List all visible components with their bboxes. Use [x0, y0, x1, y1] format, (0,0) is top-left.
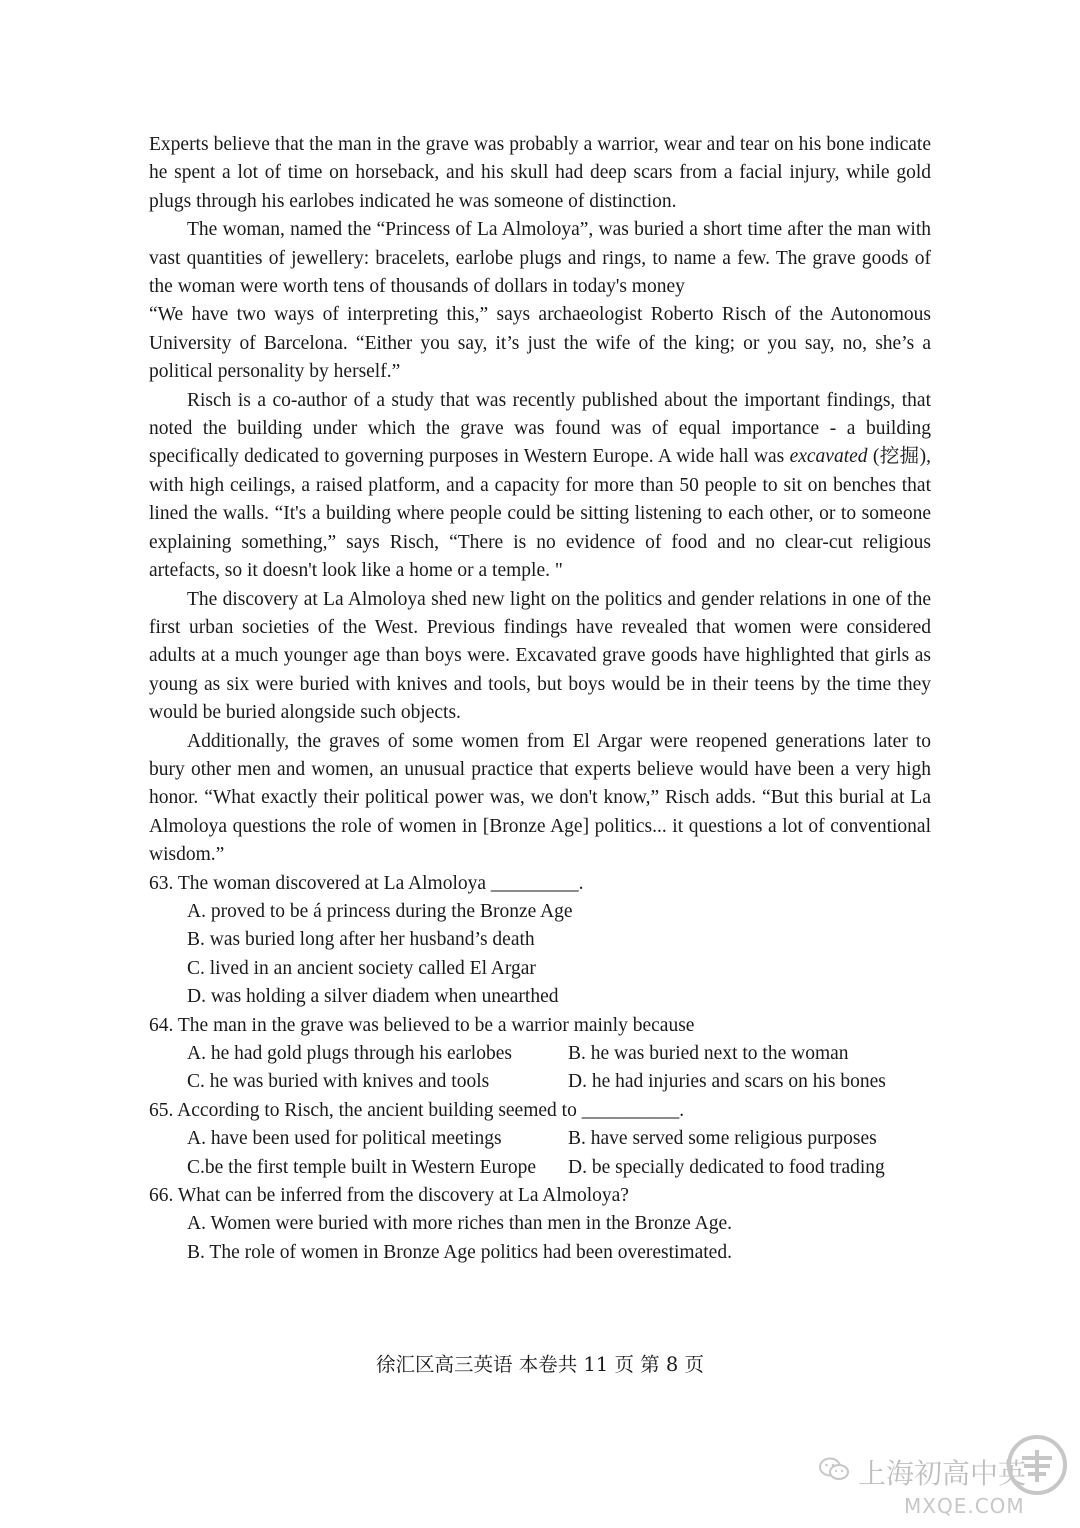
question-63-option-b: B. was buried long after her husband’s death — [187, 929, 535, 951]
excavated-term: excavated — [789, 446, 868, 468]
question-66-option-a: A. Women were buried with more riches than men in the Bronze Age. — [187, 1213, 733, 1235]
watermark-site: MXQE.COM — [904, 1494, 1025, 1518]
passage-paragraph-6: Additionally, the graves of some women from El Argar were reopened generations later to bury other men and women, an unusual practice that experts believe would have been a very high honor. “What exactly their political power was, we don't know,” Risch adds. “But this burial at La Almoloya questions the role of women in [Bronze Age] politics... it questions a lot of conventional wisdom.” — [149, 730, 931, 866]
question-65-options-row-2 — [149, 1154, 931, 1182]
watermark-text: 上海初高中英 — [858, 1457, 1027, 1490]
watermark-logo-icon — [1004, 1432, 1070, 1498]
question-65-option-d: D. be specially dedicated to food trading — [568, 1156, 885, 1178]
question-63-option-d: D. was holding a silver diadem when unearthed — [187, 986, 559, 1008]
question-65-stem: 65. According to Risch, the ancient building seemed to __________. — [149, 1099, 685, 1121]
excavated-gloss: (挖掘) — [867, 446, 927, 468]
wechat-icon — [818, 1456, 850, 1482]
page-footer: 徐汇区高三英语 本卷共 11 页 第 8 页 — [376, 1353, 704, 1376]
question-65-option-b: B. have served some religious purposes — [568, 1128, 877, 1150]
question-65-options-row-1 — [149, 1125, 931, 1153]
question-65-option-a: A. have been used for political meetings — [187, 1128, 502, 1150]
question-63-stem: 63. The woman discovered at La Almoloya _________. — [149, 872, 584, 894]
question-64-option-c: C. he was buried with knives and tools — [187, 1071, 490, 1093]
question-63-option-c: C. lived in an ancient society called El Argar — [187, 957, 536, 979]
question-66-option-b: B. The role of women in Bronze Age politics had been overestimated. — [187, 1241, 732, 1263]
paragraph-4-part-2: , with high ceilings, a raised platform, and a capacity for more than 50 people to sit on benches that lined the walls. “It's a building where people could be sitting listening to each other, or to someone explaining something,” says Risch, “There is no evidence of food and no clear-cut religious artefacts, so it doesn't look like a home or a temple. " — [149, 446, 931, 582]
exam-page-content — [149, 131, 931, 1267]
paragraph-4-part-1: Risch is a co-author of a study that was recently published about the important findings, that noted the building under which the grave was found was of equal importance - a building specifically dedicated to governing purposes in Western Europe. A wide hall was — [149, 389, 931, 468]
watermark — [818, 1432, 1073, 1522]
passage-paragraph-2: The woman, named the “Princess of La Almoloya”, was buried a short time after the man with vast quantities of jewellery: bracelets, earlobe plugs and rings, to name a few. The grave goods of the woman were worth tens of thousands of dollars in today's money — [149, 219, 931, 298]
question-64-options-row-1 — [149, 1040, 931, 1068]
passage-paragraph-5: The discovery at La Almoloya shed new light on the politics and gender relations in one of the first urban societies of the West. Previous findings have revealed that women were considered adults at a much younger age than boys were. Excavated grave goods have highlighted that girls as young as six were buried with knives and tools, but boys would be in their teens by the time they would be buried alongside such objects. — [149, 588, 931, 724]
question-64-option-a: A. he had gold plugs through his earlobes — [187, 1043, 512, 1064]
passage-paragraph-1: Experts believe that the man in the grave was probably a warrior, wear and tear on his bone indicate he spent a lot of time on horseback, and his skull had deep scars from a facial injury, while gold plugs through his earlobes indicated he was someone of distinction. — [149, 134, 931, 212]
passage-paragraph-3: “We have two ways of interpreting this,” says archaeologist Roberto Risch of the Autonomous University of Barcelona. “Either you say, it’s just the wife of the king; or you say, no, she’s a political personality by herself.” — [149, 304, 931, 383]
question-64-stem: 64. The man in the grave was believed to be a warrior mainly because — [149, 1014, 695, 1036]
question-64-option-d: D. he had injuries and scars on his bones — [568, 1071, 886, 1093]
question-65-option-c: C.be the first temple built in Western Europe — [187, 1156, 536, 1178]
question-66-stem: 66. What can be inferred from the discovery at La Almoloya? — [149, 1185, 629, 1207]
question-64-option-b: B. he was buried next to the woman — [568, 1043, 849, 1064]
passage-paragraph-4 — [149, 387, 931, 586]
question-64-options-row-2 — [149, 1068, 931, 1096]
question-63-option-a: A. proved to be á princess during the Bronze Age — [187, 900, 573, 922]
